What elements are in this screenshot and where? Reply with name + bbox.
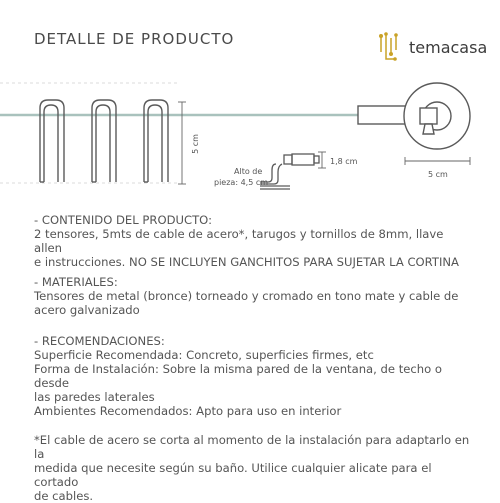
recomendaciones-section	[34, 334, 474, 418]
note-line-2: medida que necesite según su baño. Utilice cualquier alicate para el cortado	[34, 461, 432, 489]
hook-height-label: 1,8 cm	[330, 157, 358, 166]
recomendaciones-heading: - RECOMENDACIONES:	[34, 334, 165, 348]
note-line-3: de cables.	[34, 489, 94, 503]
ring-height-label: 5 cm	[191, 134, 200, 154]
tensioner-width-label: 5 cm	[428, 170, 448, 179]
contenido-section	[34, 213, 474, 269]
ceiling-hook	[260, 154, 319, 189]
cable-note	[34, 433, 474, 503]
materiales-line-1: Tensores de metal (bronce) torneado y cromado en tono mate y cable de	[34, 289, 459, 303]
wall-tensioner	[358, 83, 470, 149]
brand-logo	[375, 32, 487, 62]
hook-caption-line1: Alto de	[234, 167, 263, 176]
curtain-ring-3	[144, 100, 168, 182]
hook-caption-line2: pieza: 4,5 cm	[214, 178, 269, 187]
note-line-1: *El cable de acero se corta al momento de la instalación para adaptarlo en la	[34, 433, 470, 461]
curtain-ring-1	[40, 100, 64, 182]
materiales-section	[34, 275, 474, 317]
curtain-ring-2	[92, 100, 116, 182]
recomendaciones-line-3: las paredes laterales	[34, 390, 155, 404]
brand-name: temacasa	[409, 37, 488, 57]
product-diagram	[0, 80, 500, 200]
recomendaciones-line-2: Forma de Instalación: Sobre la misma pared de la ventana, de techo o desde	[34, 362, 442, 390]
materiales-heading: - MATERIALES:	[34, 275, 118, 289]
page-title: DETALLE DE PRODUCTO	[34, 30, 235, 48]
circuit-logo-icon	[375, 32, 401, 62]
recomendaciones-line-4: Ambientes Recomendados: Apto para uso en interior	[34, 404, 342, 418]
materiales-line-2: acero galvanizado	[34, 303, 140, 317]
contenido-heading: - CONTENIDO DEL PRODUCTO:	[34, 213, 212, 227]
contenido-line-2: e instrucciones. NO SE INCLUYEN GANCHITOS PARA SUJETAR LA CORTINA	[34, 255, 459, 269]
contenido-line-1: 2 tensores, 5mts de cable de acero*, tarugos y tornillos de 8mm, llave allen	[34, 227, 444, 255]
recomendaciones-line-1: Superficie Recomendada: Concreto, superficies firmes, etc	[34, 348, 374, 362]
